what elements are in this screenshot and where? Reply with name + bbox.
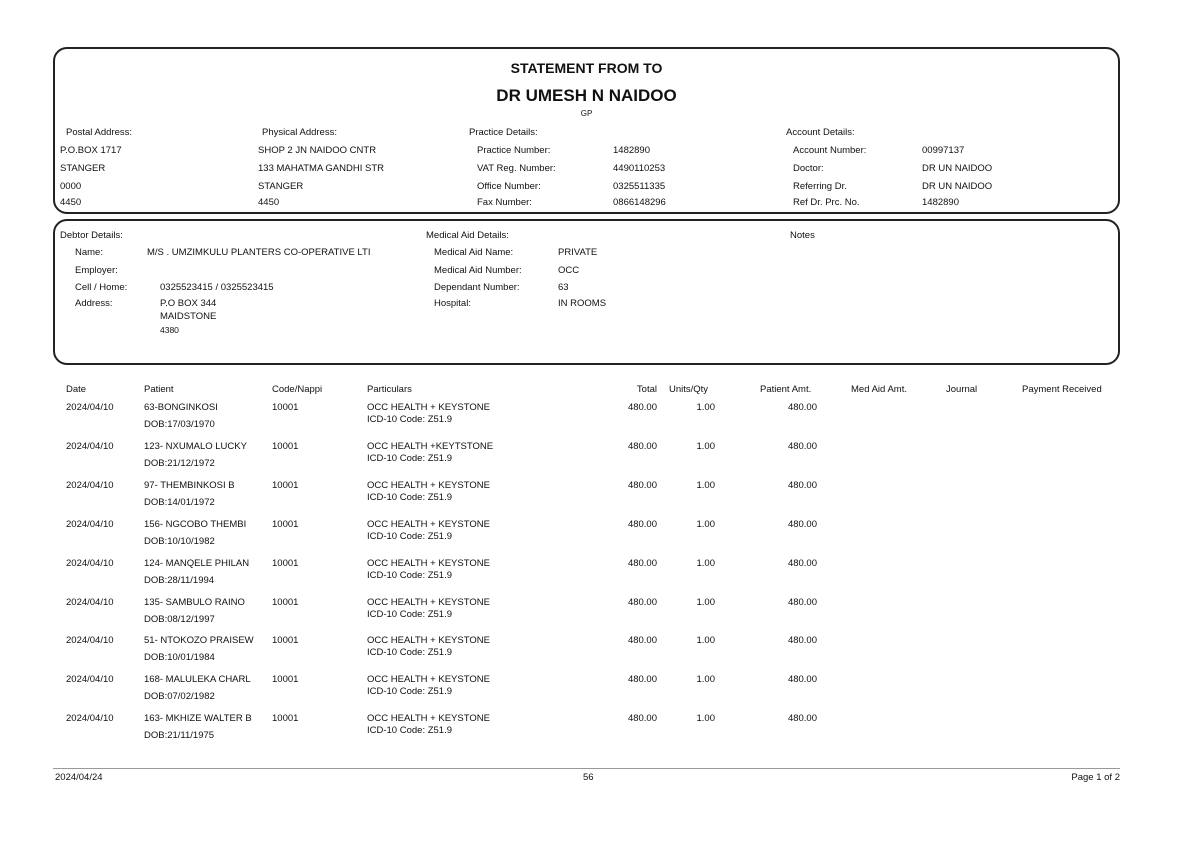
account-detail-value: DR UN NAIDOO bbox=[922, 163, 993, 174]
practice-detail-key: VAT Reg. Number: bbox=[477, 163, 556, 174]
row-patient-amt: 480.00 bbox=[787, 635, 817, 647]
practice-details-label: Practice Details: bbox=[469, 127, 538, 138]
row-patient-amt: 480.00 bbox=[787, 518, 817, 530]
footer-date: 2024/04/24 bbox=[55, 772, 103, 783]
postal-address-label: Postal Address: bbox=[66, 127, 133, 138]
row-patient: 63-BONGINKOSI bbox=[144, 402, 218, 413]
row-units: 1.00 bbox=[696, 557, 715, 569]
debtor-detail-key: Cell / Home: bbox=[75, 282, 128, 293]
row-icd-code: ICD-10 Code: Z51.9 bbox=[367, 530, 453, 542]
row-units: 1.00 bbox=[696, 479, 715, 491]
row-patient-amt: 480.00 bbox=[787, 479, 817, 491]
row-icd-code: ICD-10 Code: Z51.9 bbox=[367, 725, 453, 737]
account-detail-key: Referring Dr. bbox=[793, 181, 847, 192]
row-icd-code: ICD-10 Code: Z51.9 bbox=[367, 686, 453, 698]
medical-aid-key: Hospital: bbox=[434, 298, 471, 309]
postal-address-line: STANGER bbox=[60, 163, 106, 174]
postal-address-line: P.O.BOX 1717 bbox=[60, 145, 122, 156]
account-detail-value: 00997137 bbox=[922, 145, 965, 156]
row-total: 480.00 bbox=[627, 402, 657, 413]
row-patient: 123- NXUMALO LUCKY bbox=[144, 440, 247, 452]
row-units: 1.00 bbox=[696, 518, 715, 530]
practice-detail-value: 1482890 bbox=[613, 145, 650, 156]
medical-aid-value: 63 bbox=[558, 282, 569, 293]
column-header: Code/Nappi bbox=[272, 384, 323, 395]
medical-aid-key: Medical Aid Number: bbox=[434, 265, 522, 276]
practice-detail-value: 0866148296 bbox=[613, 197, 666, 208]
row-icd-code: ICD-10 Code: Z51.9 bbox=[367, 569, 453, 581]
account-detail-value: DR UN NAIDOO bbox=[922, 181, 993, 192]
row-particulars: OCC HEALTH + KEYSTONE bbox=[367, 713, 490, 725]
row-date: 2024/04/10 bbox=[66, 674, 114, 686]
row-total: 480.00 bbox=[627, 479, 657, 491]
row-patient-amt: 480.00 bbox=[787, 596, 817, 608]
column-header: Patient bbox=[144, 384, 174, 395]
row-icd-code: ICD-10 Code: Z51.9 bbox=[367, 647, 453, 659]
account-detail-key: Ref Dr. Prc. No. bbox=[793, 197, 860, 208]
row-total: 480.00 bbox=[627, 635, 657, 647]
postal-address-line: 4450 bbox=[60, 197, 82, 208]
row-icd-code: ICD-10 Code: Z51.9 bbox=[367, 452, 453, 464]
row-code: 10001 bbox=[272, 479, 299, 491]
row-units: 1.00 bbox=[696, 713, 715, 725]
row-dob: DOB:08/12/1997 bbox=[144, 613, 215, 625]
row-date: 2024/04/10 bbox=[66, 557, 114, 569]
column-header-units: Units/Qty bbox=[669, 384, 709, 395]
debtor-address-line: 4380 bbox=[160, 325, 179, 335]
row-particulars: OCC HEALTH + KEYSTONE bbox=[367, 402, 490, 413]
row-patient: 51- NTOKOZO PRAISEW bbox=[144, 635, 254, 647]
row-particulars: OCC HEALTH + KEYSTONE bbox=[367, 557, 490, 569]
account-detail-value: 1482890 bbox=[922, 197, 959, 208]
row-code: 10001 bbox=[272, 402, 299, 413]
account-detail-key: Account Number: bbox=[793, 145, 867, 156]
row-dob: DOB:21/11/1975 bbox=[144, 730, 215, 742]
row-patient: 156- NGCOBO THEMBI bbox=[144, 518, 247, 530]
column-header-patient-amt: Patient Amt. bbox=[760, 384, 812, 395]
row-patient: 124- MANQELE PHILAN bbox=[144, 557, 250, 569]
row-code: 10001 bbox=[272, 596, 299, 608]
medical-aid-value: OCC bbox=[558, 265, 580, 276]
footer-number: 56 bbox=[583, 772, 594, 783]
row-particulars: OCC HEALTH + KEYSTONE bbox=[367, 518, 490, 530]
row-dob: DOB:07/02/1982 bbox=[144, 691, 215, 703]
row-dob: DOB:28/11/1994 bbox=[144, 574, 215, 586]
practice-detail-value: 4490110253 bbox=[613, 163, 666, 174]
row-date: 2024/04/10 bbox=[66, 596, 114, 608]
row-patient-amt: 480.00 bbox=[787, 402, 817, 413]
row-total: 480.00 bbox=[627, 440, 657, 452]
row-particulars: OCC HEALTH + KEYSTONE bbox=[367, 596, 490, 608]
medical-aid-key: Medical Aid Name: bbox=[434, 247, 514, 258]
row-date: 2024/04/10 bbox=[66, 635, 114, 647]
row-patient: 163- MKHIZE WALTER B bbox=[144, 713, 252, 725]
medical-aid-key: Dependant Number: bbox=[434, 282, 520, 293]
row-date: 2024/04/10 bbox=[66, 402, 114, 413]
row-units: 1.00 bbox=[696, 674, 715, 686]
row-code: 10001 bbox=[272, 440, 299, 452]
debtor-detail-value: 0325523415 / 0325523415 bbox=[160, 282, 274, 293]
debtor-detail-key: Name: bbox=[75, 247, 103, 258]
column-header: Date bbox=[66, 384, 87, 395]
statement-title: STATEMENT FROM TO bbox=[510, 60, 663, 76]
row-total: 480.00 bbox=[627, 674, 657, 686]
practice-detail-value: 0325511335 bbox=[613, 181, 666, 192]
row-patient-amt: 480.00 bbox=[787, 713, 817, 725]
physical-address-line: SHOP 2 JN NAIDOO CNTR bbox=[258, 145, 377, 156]
row-code: 10001 bbox=[272, 557, 299, 569]
practice-detail-key: Fax Number: bbox=[477, 197, 532, 208]
row-patient-amt: 480.00 bbox=[787, 440, 817, 452]
row-code: 10001 bbox=[272, 713, 299, 725]
debtor-detail-key: Employer: bbox=[75, 265, 118, 276]
row-patient-amt: 480.00 bbox=[787, 674, 817, 686]
row-patient: 97- THEMBINKOSI B bbox=[144, 479, 235, 491]
physical-address-label: Physical Address: bbox=[262, 127, 337, 138]
column-header: Particulars bbox=[367, 384, 412, 395]
row-total: 480.00 bbox=[627, 713, 657, 725]
row-units: 1.00 bbox=[696, 635, 715, 647]
debtor-address-line: MAIDSTONE bbox=[160, 311, 217, 322]
postal-address-line: 0000 bbox=[60, 181, 82, 192]
practice-detail-key: Office Number: bbox=[477, 181, 541, 192]
row-particulars: OCC HEALTH + KEYSTONE bbox=[367, 674, 490, 686]
row-total: 480.00 bbox=[627, 557, 657, 569]
row-icd-code: ICD-10 Code: Z51.9 bbox=[367, 414, 453, 425]
row-code: 10001 bbox=[272, 674, 299, 686]
column-header-total: Total bbox=[636, 384, 657, 395]
debtor-detail-key: Address: bbox=[75, 298, 113, 309]
row-units: 1.00 bbox=[696, 596, 715, 608]
row-patient-amt: 480.00 bbox=[787, 557, 817, 569]
column-header: Med Aid Amt. bbox=[851, 384, 907, 395]
row-code: 10001 bbox=[272, 635, 299, 647]
row-units: 1.00 bbox=[696, 440, 715, 452]
row-particulars: OCC HEALTH + KEYSTONE bbox=[367, 635, 490, 647]
footer-page: Page 1 of 2 bbox=[1071, 772, 1120, 783]
row-total: 480.00 bbox=[627, 596, 657, 608]
row-dob: DOB:10/10/1982 bbox=[144, 535, 215, 547]
notes-label: Notes bbox=[790, 230, 815, 241]
row-units: 1.00 bbox=[696, 402, 715, 413]
row-date: 2024/04/10 bbox=[66, 479, 114, 491]
row-dob: DOB:10/01/1984 bbox=[144, 652, 215, 664]
row-date: 2024/04/10 bbox=[66, 440, 114, 452]
practice-detail-key: Practice Number: bbox=[477, 145, 551, 156]
row-dob: DOB:21/12/1972 bbox=[144, 457, 215, 469]
row-dob: DOB:14/01/1972 bbox=[144, 496, 215, 508]
physical-address-line: 133 MAHATMA GANDHI STR bbox=[258, 163, 384, 174]
row-total: 480.00 bbox=[627, 518, 657, 530]
medical-aid-details-label: Medical Aid Details: bbox=[426, 230, 509, 241]
physical-address-line: 4450 bbox=[258, 197, 280, 208]
footer-divider bbox=[53, 768, 1120, 769]
row-patient: 135- SAMBULO RAINO bbox=[144, 596, 245, 608]
row-code: 10001 bbox=[272, 518, 299, 530]
row-icd-code: ICD-10 Code: Z51.9 bbox=[367, 608, 453, 620]
row-icd-code: ICD-10 Code: Z51.9 bbox=[367, 491, 453, 503]
account-details-label: Account Details: bbox=[786, 127, 855, 138]
doctor-specialty: GP bbox=[580, 109, 593, 118]
account-detail-key: Doctor: bbox=[793, 163, 824, 174]
row-particulars: OCC HEALTH + KEYSTONE bbox=[367, 479, 490, 491]
doctor-name: DR UMESH N NAIDOO bbox=[496, 86, 677, 105]
column-header: Payment Received bbox=[1022, 384, 1102, 395]
row-particulars: OCC HEALTH +KEYTSTONE bbox=[367, 440, 494, 452]
row-patient: 168- MALULEKA CHARL bbox=[144, 674, 251, 686]
row-date: 2024/04/10 bbox=[66, 713, 114, 725]
medical-aid-value: PRIVATE bbox=[558, 247, 598, 258]
medical-aid-value: IN ROOMS bbox=[558, 298, 607, 309]
debtor-detail-value: M/S . UMZIMKULU PLANTERS CO-OPERATIVE LTI bbox=[147, 247, 371, 258]
column-header: Journal bbox=[946, 384, 978, 395]
row-dob: DOB:17/03/1970 bbox=[144, 419, 215, 430]
row-date: 2024/04/10 bbox=[66, 518, 114, 530]
debtor-details-label: Debtor Details: bbox=[60, 230, 123, 241]
debtor-detail-value: P.O BOX 344 bbox=[160, 298, 217, 309]
physical-address-line: STANGER bbox=[258, 181, 304, 192]
